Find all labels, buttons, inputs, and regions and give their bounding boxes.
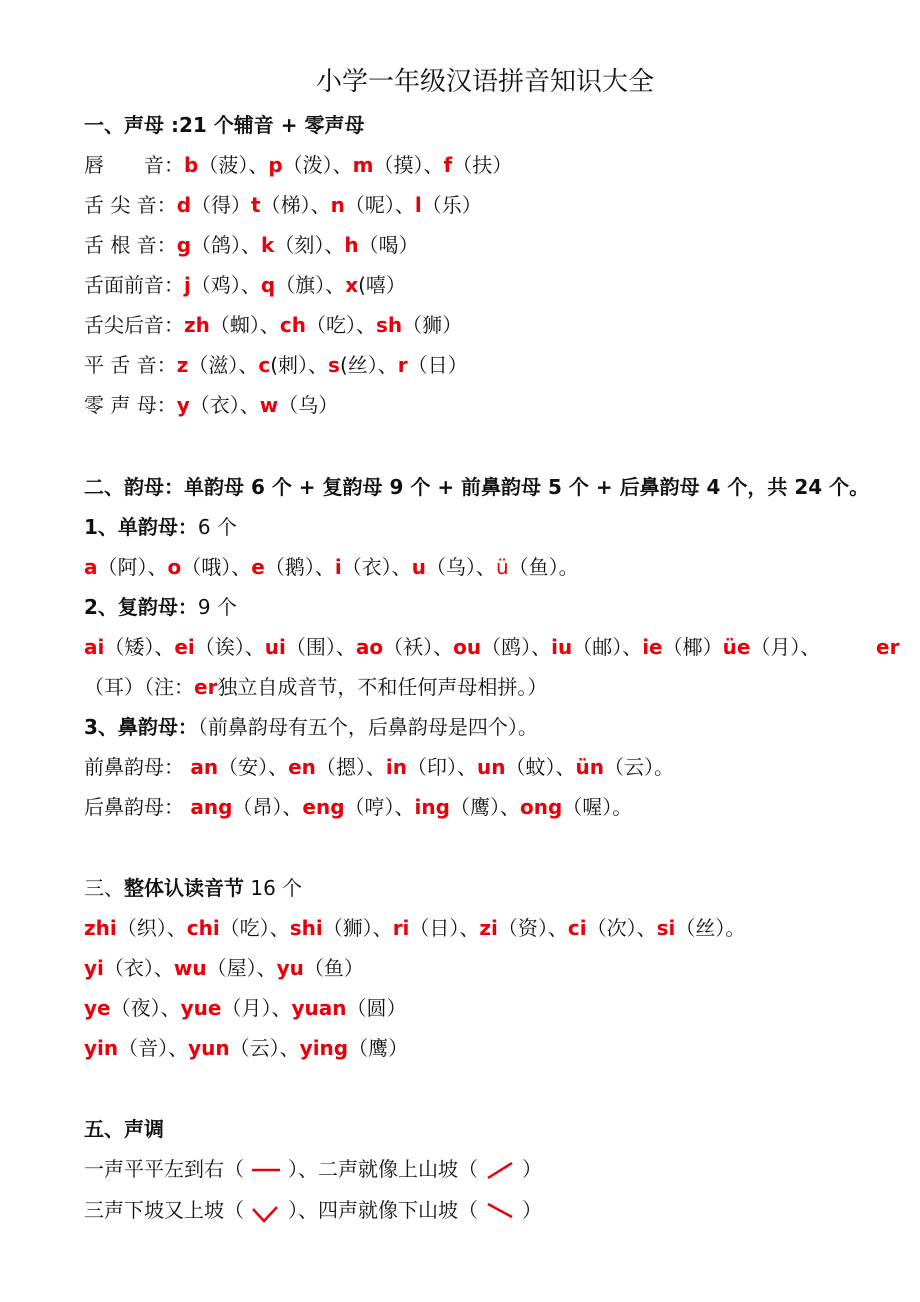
pinyin-z: z	[176, 353, 189, 377]
pinyin-yin: yin	[84, 1036, 119, 1060]
hanzi-example: （梯）、	[260, 193, 331, 217]
initials-row-label: 零 声 母：	[84, 393, 177, 417]
pinyin-x: x	[345, 273, 359, 297]
hanzi-example: （鹰）、	[449, 795, 520, 819]
pinyin-m: m	[352, 153, 374, 177]
hanzi-example: （菠）、	[198, 153, 269, 177]
section-1-heading: 一、声母 :21 个辅音 + 零声母	[84, 113, 365, 137]
pinyin-b: b	[184, 153, 199, 177]
pinyin-a: a	[84, 555, 98, 579]
back-nasal-list	[84, 792, 632, 822]
hanzi-example: （摁）、	[315, 755, 386, 779]
pinyin-ui: ui	[264, 635, 286, 659]
initials-row-label: 唇 音：	[84, 153, 184, 177]
hanzi-example: (嘻）	[358, 273, 406, 297]
front-nasal-label: 前鼻韵母：	[84, 755, 184, 779]
pinyin-l: l	[414, 193, 422, 217]
pinyin-un: un	[477, 755, 506, 779]
pinyin-zi: zi	[479, 916, 498, 940]
pinyin-w: w	[259, 393, 279, 417]
hanzi-example: （狮）、	[322, 916, 393, 940]
pinyin-yun: yun	[188, 1036, 230, 1060]
hanzi-example: （滋）、	[188, 353, 259, 377]
pinyin-ei: ei	[174, 635, 195, 659]
hanzi-example: （蚊）、	[505, 755, 576, 779]
single-finals-count: 6 个	[197, 515, 238, 539]
pinyin-t: t	[251, 193, 261, 217]
pinyin-f: f	[443, 153, 453, 177]
single-finals-list	[84, 552, 579, 582]
compound-finals-title: 2、复韵母：	[84, 595, 198, 619]
pinyin-sh: sh	[375, 313, 403, 337]
hanzi-example: （印）、	[407, 755, 477, 779]
compound-finals-list	[84, 632, 900, 662]
note-part-a: （耳）（注：	[84, 675, 194, 699]
pinyin-i: i	[334, 555, 342, 579]
pinyin-ci: ci	[567, 916, 587, 940]
pinyin-y: y	[176, 393, 190, 417]
initials-row	[84, 150, 512, 180]
hanzi-example: （鹰）	[348, 1036, 409, 1060]
hanzi-example: （喔）。	[562, 795, 633, 819]
hanzi-example: （刻）、	[274, 233, 345, 257]
compound-finals-heading	[84, 592, 237, 622]
pinyin-ie: ie	[642, 635, 663, 659]
hanzi-example: （哼）、	[344, 795, 415, 819]
initials-row	[84, 270, 406, 300]
hanzi-example: （乌）、	[425, 555, 496, 579]
pinyin-shi: shi	[289, 916, 323, 940]
pinyin-si: si	[656, 916, 676, 940]
hanzi-example: （矮）、	[104, 635, 175, 659]
tone-2-rising-icon	[478, 1154, 522, 1184]
hanzi-example: （乐）	[421, 193, 482, 217]
hanzi-example: （呢）、	[344, 193, 415, 217]
whole-syllables-row-2	[84, 953, 364, 983]
initials-row-label: 平 舌 音：	[84, 353, 177, 377]
nasal-finals-desc: （前鼻韵母有五个，后鼻韵母是四个）。	[197, 715, 538, 739]
tone-line-1	[84, 1154, 542, 1184]
initials-row-label: 舌尖后音：	[84, 313, 184, 337]
hanzi-example: （鸡）、	[190, 273, 261, 297]
section-3-heading	[84, 873, 302, 903]
hanzi-example: （次）、	[586, 916, 657, 940]
initials-row-label: 舌面前音：	[84, 273, 184, 297]
initials-row	[84, 310, 462, 340]
pinyin-e: e	[251, 555, 265, 579]
initials-row-label: 舌 尖 音：	[84, 193, 177, 217]
pinyin-n: n	[330, 193, 345, 217]
tone-line-2	[84, 1195, 542, 1225]
hanzi-example: (刺）、	[270, 353, 329, 377]
page-title: 小学一年级汉语拼音知识大全	[315, 67, 654, 97]
pinyin-g: g	[176, 233, 192, 257]
pinyin-s: s	[328, 353, 340, 377]
nasal-finals-title: 3、鼻韵母：	[84, 715, 198, 739]
compound-finals-note	[84, 672, 547, 702]
tone2-text-a: 三声下坡又上坡（	[84, 1198, 244, 1222]
pinyin-c: c	[258, 353, 271, 377]
pinyin-yuan: yuan	[291, 996, 347, 1020]
pinyin-er: er	[876, 635, 900, 659]
pinyin-j: j	[184, 273, 191, 297]
hanzi-example: (丝）、	[339, 353, 398, 377]
pinyin-yu: yu	[276, 956, 304, 980]
hanzi-example: （衣）、	[341, 555, 412, 579]
pinyin-ang: ang	[190, 795, 233, 819]
hanzi-example: （乌）	[278, 393, 339, 417]
tone1-text-a: 一声平平左到右（	[84, 1157, 244, 1181]
hanzi-example: （鹅）、	[264, 555, 335, 579]
pinyin-eng: eng	[302, 795, 345, 819]
pinyin-wu: wu	[173, 956, 207, 980]
hanzi-example: （哦）、	[181, 555, 252, 579]
pinyin-ai: ai	[84, 635, 105, 659]
hanzi-example: （旗）、	[275, 273, 346, 297]
pinyin-ri: ri	[392, 916, 410, 940]
tone1-text-b: ）、二声就像上山坡（	[288, 1157, 478, 1181]
note-part-b: 独立自成音节，不和任何声母相拼。）	[217, 675, 548, 699]
initials-row	[84, 390, 338, 420]
pinyin-q: q	[260, 273, 276, 297]
tone-4-falling-icon	[478, 1195, 522, 1225]
front-nasal-list	[84, 752, 674, 782]
whole-syllables-row-3	[84, 993, 406, 1023]
whole-syllables-row-4	[84, 1033, 408, 1063]
back-nasal-label: 后鼻韵母：	[84, 795, 184, 819]
whole-syllables-row-1	[84, 913, 745, 943]
initials-row	[84, 230, 419, 260]
hanzi-example: （阿）、	[97, 555, 168, 579]
hanzi-example: （得）	[191, 193, 252, 217]
hanzi-example: （鸽）、	[191, 233, 262, 257]
hanzi-example: （椰）	[662, 635, 723, 659]
hanzi-example: （袄）、	[383, 635, 454, 659]
hanzi-example: （织）、	[116, 916, 187, 940]
pinyin-zhi: zhi	[84, 916, 117, 940]
single-finals-heading	[84, 512, 237, 542]
pinyin-iu: iu	[551, 635, 573, 659]
pinyin-ün: ün	[575, 755, 604, 779]
pinyin-yue: yue	[180, 996, 222, 1020]
pinyin-ch: ch	[279, 313, 306, 337]
hanzi-example: （月）、	[750, 635, 821, 659]
pinyin-zh: zh	[184, 313, 210, 337]
section-5-heading: 五、声调	[84, 1117, 164, 1141]
hanzi-example: （鸥）、	[481, 635, 552, 659]
tone2-text-b: ）、四声就像下山坡（	[288, 1198, 478, 1222]
hanzi-example: （诶）、	[194, 635, 265, 659]
hanzi-example: （喝）	[358, 233, 419, 257]
pinyin-r: r	[397, 353, 408, 377]
tone2-text-c: ）	[522, 1198, 542, 1222]
hanzi-example: （云）、	[229, 1036, 300, 1060]
pinyin-k: k	[261, 233, 275, 257]
hanzi-example: （摸）、	[373, 153, 444, 177]
hanzi-example: （云）。	[603, 755, 674, 779]
note-er: er	[194, 675, 218, 699]
hanzi-example: （丝）。	[675, 916, 746, 940]
nasal-finals-heading	[84, 712, 538, 742]
hanzi-example: （吃）、	[305, 313, 376, 337]
section-3-title: 整体认读音节	[124, 876, 244, 900]
initials-row-label: 舌 根 音：	[84, 233, 177, 257]
hanzi-example: （夜）、	[110, 996, 181, 1020]
hanzi-example: （音）、	[118, 1036, 189, 1060]
hanzi-example: （日）、	[409, 916, 480, 940]
hanzi-example: （鱼）	[303, 956, 364, 980]
section-2-heading: 二、韵母：单韵母 6 个 + 复韵母 9 个 + 前鼻韵母 5 个 + 后鼻韵母 4 个，共 24 个。	[84, 475, 870, 499]
hanzi-example: （安）、	[218, 755, 289, 779]
tone-1-flat-icon	[244, 1154, 288, 1184]
pinyin-h: h	[344, 233, 359, 257]
pinyin-ü: ü	[495, 555, 509, 579]
hanzi-example: （狮）	[402, 313, 463, 337]
hanzi-example: （扶）	[452, 153, 513, 177]
pinyin-d: d	[176, 193, 192, 217]
initials-row	[84, 190, 482, 220]
hanzi-example: （屋）、	[206, 956, 277, 980]
hanzi-example: （围）、	[285, 635, 356, 659]
hanzi-example: （吃）、	[219, 916, 290, 940]
pinyin-in: in	[385, 755, 407, 779]
tone-3-dip-icon	[244, 1195, 288, 1225]
tone1-text-c: ）	[522, 1157, 542, 1181]
initials-row	[84, 350, 468, 380]
pinyin-ao: ao	[355, 635, 384, 659]
compound-finals-count: 9 个	[197, 595, 238, 619]
pinyin-o: o	[167, 555, 182, 579]
pinyin-p: p	[268, 153, 283, 177]
hanzi-example: （日）	[407, 353, 468, 377]
pinyin-ying: ying	[299, 1036, 349, 1060]
pinyin-üe: üe	[722, 635, 751, 659]
pinyin-yi: yi	[84, 956, 104, 980]
hanzi-example: （蜘）、	[209, 313, 280, 337]
hanzi-example: （鱼）。	[508, 555, 579, 579]
hanzi-example: （月）、	[221, 996, 292, 1020]
hanzi-example: （邮）、	[572, 635, 643, 659]
section-3-prefix: 三、	[84, 876, 124, 900]
pinyin-ong: ong	[519, 795, 563, 819]
pinyin-chi: chi	[186, 916, 220, 940]
hanzi-example: （圆）	[346, 996, 407, 1020]
hanzi-example: （衣）、	[103, 956, 174, 980]
hanzi-example: （衣）、	[189, 393, 260, 417]
hanzi-example: （资）、	[497, 916, 568, 940]
pinyin-an: an	[190, 755, 219, 779]
hanzi-example: （昂）、	[232, 795, 303, 819]
pinyin-en: en	[288, 755, 316, 779]
hanzi-example: （泼）、	[282, 153, 353, 177]
single-finals-title: 1、单韵母：	[84, 515, 198, 539]
pinyin-ing: ing	[414, 795, 450, 819]
pinyin-u: u	[411, 555, 426, 579]
pinyin-ou: ou	[453, 635, 482, 659]
pinyin-ye: ye	[84, 996, 111, 1020]
section-3-count: 16 个	[250, 876, 303, 900]
